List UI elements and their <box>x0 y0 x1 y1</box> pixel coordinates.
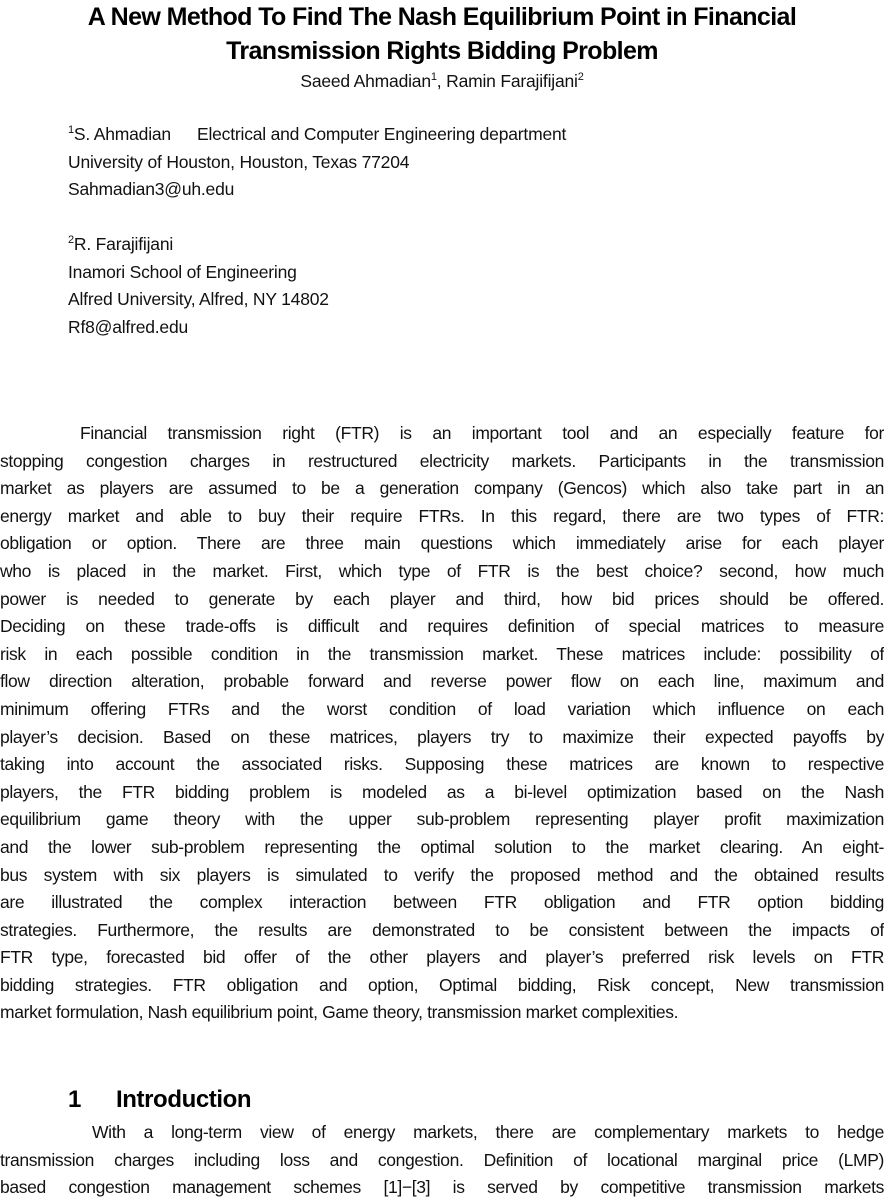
abstract-line: equilibrium game theory with the upper sub-problem representing player profit maximization <box>0 809 884 830</box>
paper-title-line-1: A New Method To Find The Nash Equilibrium Point in Financial <box>87 3 797 31</box>
abstract-line: Financial transmission right (FTR) is an important tool and an especially feature for <box>80 423 884 443</box>
abstract-line: strategies. Furthermore, the results are demonstrated to be consistent between the impacts of <box>0 919 884 940</box>
section-number: 1 <box>68 1086 81 1113</box>
paper-title-line-2: Transmission Rights Bidding Problem <box>226 37 658 65</box>
author-name: Ramin Farajifijani <box>446 71 578 91</box>
affiliation-block-2 <box>68 231 329 341</box>
affiliation-school: Inamori School of Engineering <box>68 261 297 282</box>
affiliation-department: Electrical and Computer Engineering department <box>196 124 567 144</box>
abstract-line: flow direction alteration, probable forward and reverse power flow on each line, maximum and <box>0 671 884 692</box>
abstract-line: minimum offering FTRs and the worst condition of load variation which influence on each <box>0 698 884 719</box>
abstract-line: energy market and able to buy their require FTRs. In this regard, there are two types of FTR: <box>0 505 884 526</box>
section-heading-introduction <box>68 1084 251 1116</box>
intro-line: With a long-term view of energy markets, there are complementary markets to hedge <box>92 1122 884 1142</box>
author-affiliation-marker: 2 <box>577 71 584 84</box>
affiliation-marker: 1 <box>68 124 74 137</box>
introduction-paragraph <box>0 1119 884 1202</box>
abstract-line: market as players are assumed to be a generation company (Gencos) which also take part in an <box>0 478 884 499</box>
affiliation-marker: 2 <box>68 234 74 247</box>
abstract-line: who is placed in the market. First, which type of FTR is the best choice? second, how much <box>0 560 884 581</box>
affiliation-institution: University of Houston, Houston, Texas 77204 <box>68 151 410 172</box>
author-name: Saeed Ahmadian <box>300 71 431 91</box>
abstract-line: players, the FTR bidding problem is modeled as a bi-level optimization based on the Nash <box>0 781 884 802</box>
affiliation-institution: Alfred University, Alfred, NY 14802 <box>68 289 329 309</box>
abstract-line: are illustrated the complex interaction between FTR obligation and FTR option bidding <box>0 892 884 913</box>
abstract-line: power is needed to generate by each player and third, how bid prices should be offered. <box>0 588 884 609</box>
abstract-line: risk in each possible condition in the transmission market. These matrices include: possibility of <box>0 643 884 664</box>
affiliation-email: Rf8@alfred.edu <box>68 316 189 337</box>
affiliation-block-1 <box>68 121 566 204</box>
author-separator: , <box>436 71 447 91</box>
abstract-line: bus system with six players is simulated to verify the proposed method and the obtained results <box>0 864 884 885</box>
affiliation-header <box>68 231 329 259</box>
intro-line: based congestion management schemes [1]−[3] is served by competitive transmission markets <box>0 1177 884 1198</box>
author-affiliation-marker: 1 <box>430 71 437 84</box>
abstract-line: FTR type, forecasted bid offer of the other players and player’s preferred risk levels on FTR <box>0 947 884 968</box>
abstract-line: stopping congestion charges in restructured electricity markets. Participants in the transmission <box>0 450 884 471</box>
intro-line: transmission charges including loss and congestion. Definition of locational marginal price (LMP) <box>0 1149 884 1170</box>
abstract-line: obligation or option. There are three main questions which immediately arise for each player <box>0 533 884 554</box>
abstract-line: and the lower sub-problem representing the optimal solution to the market clearing. An eight- <box>0 836 884 857</box>
author-list <box>0 68 884 94</box>
paper-title <box>0 0 884 68</box>
abstract-line: bidding strategies. FTR obligation and option, Optimal bidding, Risk concept, New transmission <box>0 974 884 995</box>
section-title: Introduction <box>116 1086 252 1113</box>
abstract-line: Deciding on these trade-offs is difficult and requires definition of special matrices to measure <box>0 616 884 637</box>
abstract-line: taking into account the associated risks. Supposing these matrices are known to respective <box>0 754 884 775</box>
affiliation-header <box>68 121 566 149</box>
abstract-paragraph <box>0 420 884 1027</box>
abstract-line: player’s decision. Based on these matrices, players try to maximize their expected payoffs by <box>0 726 884 747</box>
affiliation-author-name: S. Ahmadian <box>73 124 171 144</box>
affiliation-email: Sahmadian3@uh.edu <box>68 179 235 199</box>
affiliation-author-name: R. Farajifijani <box>73 234 174 254</box>
abstract-line-last: market formulation, Nash equilibrium point, Game theory, transmission market complexities. <box>0 1002 679 1023</box>
